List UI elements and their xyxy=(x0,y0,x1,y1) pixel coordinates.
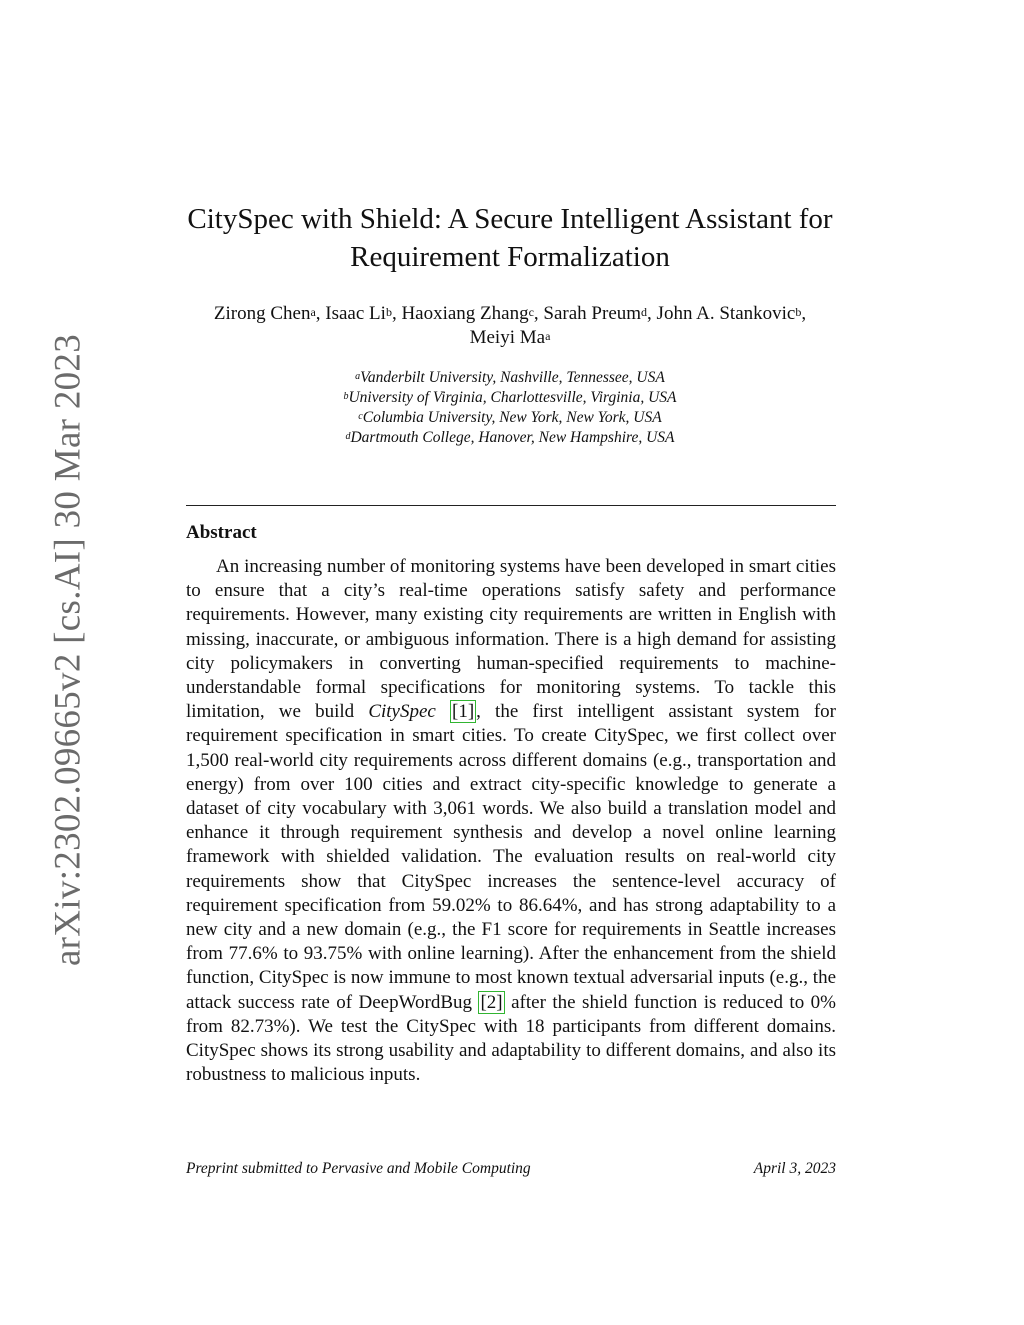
abstract-text: An increasing number of monitoring systems have been developed in smart cities to ensure that a city’s real-time operations satisfy safety and performance requirements. However, many existing city requirements are written in English with missing, inaccurate, or ambiguous information. There is a high demand for assisting city policymakers in converting human-specified requirements to machine-understandable formal specifications for monitoring systems. To tackle this limitation, we build CitySpec [1] , the first intelligent assistant system for requirement specification in smart cities. To create CitySpec, we first collect over 1,500 real-world city requirements across different domains (e.g., transportation and energy) from over 100 cities and extract city-specific knowledge to generate a dataset of city vocabulary with 3,061 words. We also build a translation model and enhance it through requirement synthesis and develop a novel online learning framework with shielded validation. The evaluation results on real-world city requirements show that CitySpec increases the sentence-level accuracy of requirement specification from 59.02% to 86.64%, and has strong adaptability to a new city and a new domain (e.g., the F1 score for requirements in Seattle increases from 77.6% to 93.75% with online learning). After the enhancement from the shield function, CitySpec is now immune to most known textual adversarial inputs (e.g., the attack success rate of DeepWordBug [2] after the shield function is reduced to 0% from 82.73%). We test the CitySpec with 18 participants from different domains. CitySpec shows its strong usability and adaptability to different domains, and also its robustness to malicious inputs. xyxy=(186,556,837,1086)
author: Haoxiang Zhang$^c$, xyxy=(401,303,544,324)
title-line-2: Requirement Formalization xyxy=(350,241,670,273)
affiliation-list xyxy=(200,368,820,448)
preprint-note: Preprint submitted to Pervasive and Mobile Computing xyxy=(186,1160,531,1177)
footer-date: April 3, 2023 xyxy=(753,1160,836,1177)
author: Isaac Li$^b$, xyxy=(325,303,402,324)
affiliation: $^c$Columbia University, New York, New York, USA xyxy=(358,409,662,426)
system-name: CitySpec xyxy=(368,701,436,723)
abstract-heading: Abstract xyxy=(186,522,257,543)
affiliation: $^b$University of Virginia, Charlottesville, Virginia, USA xyxy=(343,389,677,406)
affiliation: $^d$Dartmouth College, Hanover, New Hampshire, USA xyxy=(345,429,675,446)
affiliation: $^a$Vanderbilt University, Nashville, Tennessee, USA xyxy=(355,369,665,386)
author: Meiyi Ma$^a$ xyxy=(469,327,551,348)
author: John A. Stankovic$^b$, xyxy=(656,303,807,324)
arxiv-identifier-stamp: arXiv:2302.09665v2 [cs.AI] 30 Mar 2023 xyxy=(47,333,89,967)
author-list xyxy=(200,302,820,350)
citation-link-1[interactable]: [1] xyxy=(452,701,475,723)
author: Zirong Chen$^a$, xyxy=(213,303,326,324)
paper-title xyxy=(170,200,850,276)
citation-link-2[interactable]: [2] xyxy=(480,991,503,1013)
page-footer xyxy=(186,1160,836,1178)
title-line-1: CitySpec with Shield: A Secure Intelligent Assistant for xyxy=(187,203,833,235)
horizontal-rule xyxy=(186,505,836,506)
author: Sarah Preum$^d$, xyxy=(543,303,657,324)
